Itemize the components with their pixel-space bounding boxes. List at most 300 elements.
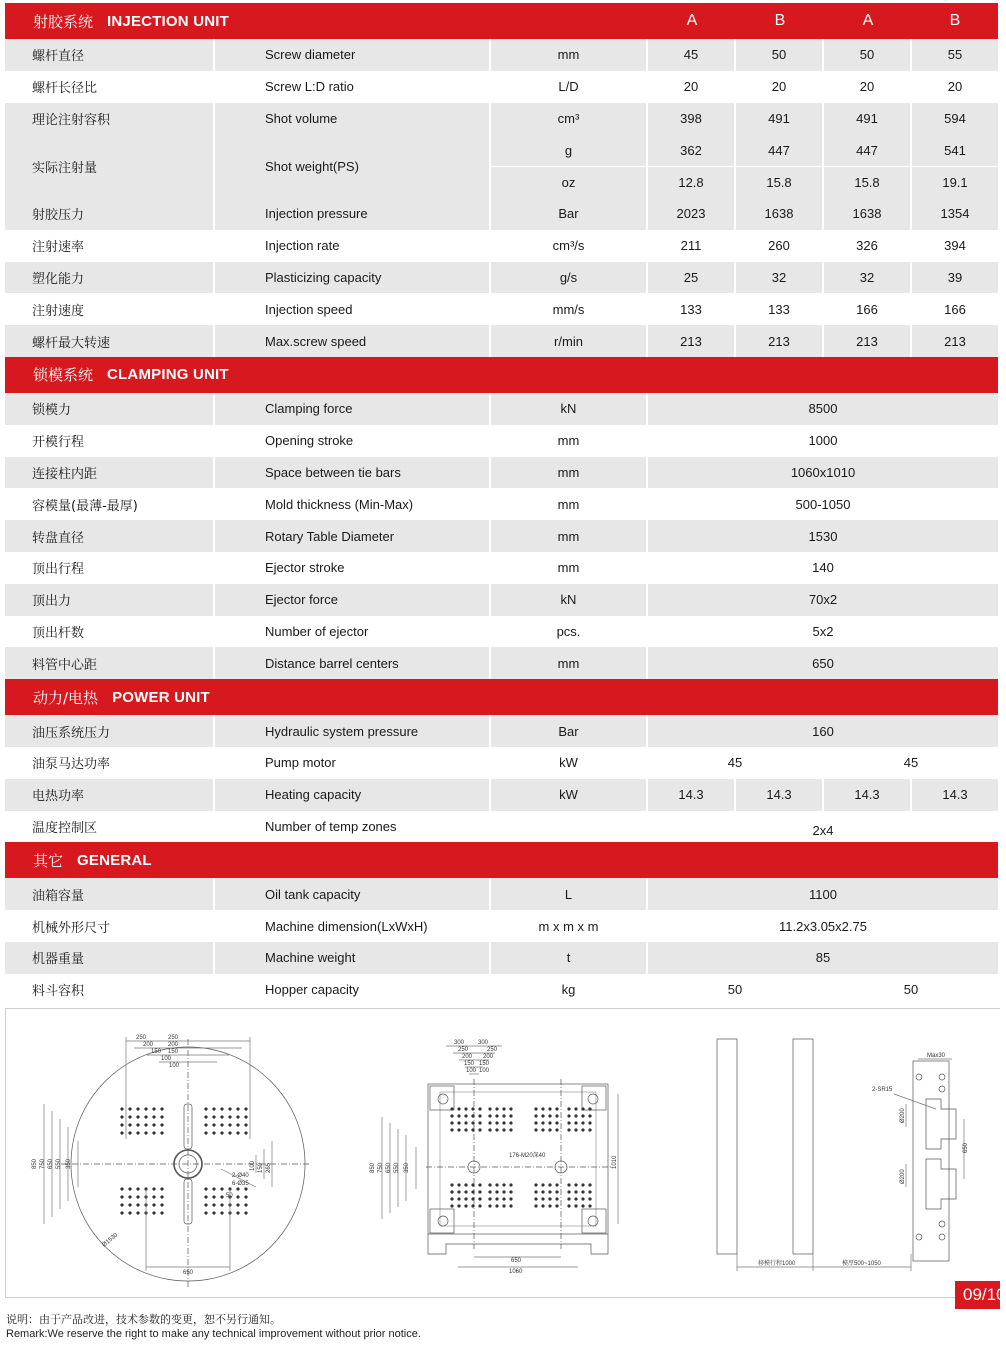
param-unit: g	[491, 134, 648, 166]
mounting-hole	[136, 1131, 139, 1134]
param-cn: 螺杆长径比	[5, 71, 215, 103]
table-row	[5, 488, 998, 520]
mounting-hole	[120, 1107, 123, 1110]
mounting-hole	[228, 1131, 231, 1134]
param-value: 20	[824, 71, 912, 103]
section-header-general	[5, 842, 998, 878]
mounting-hole	[236, 1115, 239, 1118]
param-value: 25	[648, 262, 736, 294]
dim-label: 150	[464, 1061, 475, 1067]
param-value: 19.1	[912, 166, 998, 198]
dim-label: 100	[479, 1068, 490, 1074]
mounting-hole	[464, 1107, 467, 1110]
param-cn: 注射速率	[5, 230, 215, 262]
mounting-hole	[534, 1197, 537, 1200]
mounting-hole	[160, 1211, 163, 1214]
table-subrow	[491, 166, 998, 198]
param-en: Plasticizing capacity	[215, 262, 491, 294]
param-unit: kN	[491, 584, 648, 616]
dim-label: 模厚500~1050	[842, 1261, 881, 1267]
mounting-hole	[541, 1121, 544, 1124]
param-value: 14.3	[648, 779, 736, 811]
dim-label: 1060	[509, 1269, 523, 1275]
dim-label: 150	[168, 1049, 179, 1055]
mounting-hole	[495, 1114, 498, 1117]
column-header: A	[686, 12, 698, 29]
mounting-hole	[204, 1203, 207, 1206]
table-row	[5, 520, 998, 552]
mounting-hole	[204, 1211, 207, 1214]
mounting-hole	[478, 1190, 481, 1193]
param-cn: 理论注射容积	[5, 103, 215, 135]
mounting-hole	[204, 1115, 207, 1118]
mounting-hole	[534, 1204, 537, 1207]
tie-bar-hole	[588, 1216, 598, 1226]
dim-label: 650	[386, 1162, 392, 1173]
mounting-hole	[495, 1204, 498, 1207]
rotary-table-drawing	[32, 1035, 311, 1287]
mounting-hole	[450, 1183, 453, 1186]
param-unit: mm	[491, 39, 648, 71]
mounting-hole	[464, 1128, 467, 1131]
mounting-hole	[541, 1190, 544, 1193]
table-row	[5, 747, 998, 779]
param-value: 1000	[648, 425, 998, 457]
param-en: Screw diameter	[215, 39, 491, 71]
param-value: 500-1050	[648, 488, 998, 520]
dim-label: Ø200	[900, 1169, 906, 1184]
dim-label: 550	[56, 1158, 62, 1169]
param-value: 394	[912, 230, 998, 262]
mounting-hole	[450, 1190, 453, 1193]
mounting-hole	[457, 1107, 460, 1110]
mounting-hole	[457, 1183, 460, 1186]
mounting-hole	[574, 1128, 577, 1131]
page-number-tab: 09/10	[955, 1281, 1000, 1309]
param-value: 1354	[912, 198, 998, 230]
mounting-hole	[204, 1123, 207, 1126]
section-title-cn: 射胶系统	[33, 12, 94, 31]
mounting-hole	[144, 1123, 147, 1126]
dim-label: 100	[250, 1160, 256, 1171]
dim-label: 100	[169, 1063, 180, 1069]
mounting-hole	[548, 1190, 551, 1193]
mounting-hole	[244, 1211, 247, 1214]
mounting-hole	[581, 1128, 584, 1131]
mounting-hole	[502, 1107, 505, 1110]
param-en: Injection pressure	[215, 198, 491, 230]
param-cn: 油箱容量	[5, 878, 215, 910]
mounting-hole	[581, 1107, 584, 1110]
param-unit: pcs.	[491, 616, 648, 648]
dim-label: 150	[151, 1049, 162, 1055]
mounting-hole	[212, 1203, 215, 1206]
mounting-hole	[204, 1107, 207, 1110]
mounting-hole	[128, 1203, 131, 1206]
mounting-hole	[548, 1128, 551, 1131]
param-value: 45	[648, 39, 736, 71]
mounting-hole	[128, 1131, 131, 1134]
dim-label: 300	[478, 1040, 489, 1046]
param-value: 11.2x3.05x2.75	[648, 910, 998, 942]
platen-outline	[428, 1084, 608, 1234]
param-value: 55	[912, 39, 998, 71]
section-header-clamping	[5, 357, 998, 393]
param-unit: cm³	[491, 103, 648, 135]
param-value: 15.8	[824, 166, 912, 198]
table-subrow	[491, 134, 998, 166]
section-title-cn: 其它	[33, 851, 64, 870]
dim-label: 850	[32, 1158, 38, 1169]
table-row	[5, 584, 998, 616]
mounting-hole	[160, 1187, 163, 1190]
dim-label: 250	[487, 1047, 498, 1053]
table-row	[5, 647, 998, 679]
table-row	[5, 103, 998, 135]
dim-label: 100	[161, 1056, 172, 1062]
dim-label: 2-Ø40	[232, 1173, 249, 1179]
mounting-hole	[220, 1195, 223, 1198]
mounting-hole	[495, 1197, 498, 1200]
param-unit: kW	[491, 779, 648, 811]
dim-label: 100	[466, 1068, 477, 1074]
mounting-hole	[534, 1128, 537, 1131]
param-value: 213	[912, 325, 998, 357]
param-value: 85	[648, 942, 998, 974]
fixed-platen-side	[717, 1039, 737, 1254]
mounting-hole	[136, 1115, 139, 1118]
param-value: 491	[824, 103, 912, 135]
dim-label: 250	[136, 1035, 147, 1041]
mounting-hole	[548, 1114, 551, 1117]
mounting-hole	[581, 1197, 584, 1200]
mounting-hole	[534, 1107, 537, 1110]
spec-table	[5, 3, 998, 1006]
mounting-hole	[509, 1183, 512, 1186]
param-unit: kW	[491, 747, 648, 779]
mounting-hole	[244, 1123, 247, 1126]
mounting-hole	[588, 1197, 591, 1200]
mounting-hole	[220, 1123, 223, 1126]
mounting-hole	[220, 1107, 223, 1110]
dim-label: 850	[370, 1162, 376, 1173]
dim-label: Ø1530	[101, 1232, 120, 1249]
mounting-hole	[509, 1107, 512, 1110]
param-value: 20	[912, 71, 998, 103]
param-cn: 油泵马达功率	[5, 747, 215, 779]
mounting-hole	[502, 1114, 505, 1117]
mounting-hole	[464, 1190, 467, 1193]
mounting-hole	[581, 1183, 584, 1186]
mounting-hole	[574, 1183, 577, 1186]
dim-label: 650	[48, 1158, 54, 1169]
param-cn: 螺杆最大转速	[5, 325, 215, 357]
mounting-hole	[574, 1107, 577, 1110]
mounting-hole	[204, 1195, 207, 1198]
param-cn: 顶出力	[5, 584, 215, 616]
mounting-hole	[212, 1107, 215, 1110]
mounting-hole	[588, 1107, 591, 1110]
mounting-hole	[502, 1197, 505, 1200]
mounting-hole	[212, 1211, 215, 1214]
mounting-hole	[555, 1114, 558, 1117]
mounting-hole	[136, 1187, 139, 1190]
mounting-hole	[541, 1128, 544, 1131]
param-en: Hopper capacity	[215, 974, 491, 1006]
param-en: Max.screw speed	[215, 325, 491, 357]
mounting-hole	[160, 1131, 163, 1134]
param-unit: oz	[491, 166, 648, 198]
dim-label: 350	[404, 1162, 410, 1173]
mounting-hole	[464, 1197, 467, 1200]
tie-bar-corner	[430, 1086, 454, 1110]
mounting-hole	[136, 1123, 139, 1126]
param-value: 213	[648, 325, 736, 357]
mounting-hole	[495, 1128, 498, 1131]
mounting-hole	[555, 1197, 558, 1200]
param-value: 211	[648, 230, 736, 262]
param-en: Number of ejector	[215, 616, 491, 648]
mounting-hole	[548, 1183, 551, 1186]
mounting-hole	[220, 1203, 223, 1206]
mounting-hole	[541, 1107, 544, 1110]
mounting-hole	[471, 1128, 474, 1131]
mounting-hole	[574, 1121, 577, 1124]
dim-label: 200	[483, 1054, 494, 1060]
param-cn: 锁模力	[5, 393, 215, 425]
param-en: Injection speed	[215, 293, 491, 325]
tie-bar-corner	[582, 1086, 606, 1110]
mounting-hole	[228, 1115, 231, 1118]
tie-bar-corner	[430, 1209, 454, 1233]
mounting-hole	[120, 1115, 123, 1118]
mounting-hole	[555, 1190, 558, 1193]
param-value: 491	[736, 103, 824, 135]
mounting-hole	[588, 1114, 591, 1117]
param-value: 50	[736, 39, 824, 71]
table-row	[5, 616, 998, 648]
dim-label: 2-SR15	[872, 1087, 893, 1093]
mounting-hole	[548, 1107, 551, 1110]
param-value: 166	[912, 293, 998, 325]
param-unit: Bar	[491, 715, 648, 747]
dim-label: 150	[258, 1162, 264, 1173]
dim-label: 200	[143, 1042, 154, 1048]
mounting-hole	[228, 1107, 231, 1110]
mounting-hole	[128, 1107, 131, 1110]
mounting-hole	[152, 1195, 155, 1198]
mounting-hole	[220, 1211, 223, 1214]
table-row	[5, 715, 998, 747]
mounting-hole	[457, 1190, 460, 1193]
mounting-hole	[236, 1195, 239, 1198]
mounting-hole	[478, 1107, 481, 1110]
mounting-hole	[509, 1190, 512, 1193]
table-row	[5, 393, 998, 425]
mounting-hole	[509, 1128, 512, 1131]
param-en: Machine weight	[215, 942, 491, 974]
param-cn: 温度控制区	[5, 811, 215, 843]
mounting-hole	[478, 1114, 481, 1117]
mounting-hole	[236, 1211, 239, 1214]
mounting-hole	[488, 1107, 491, 1110]
dim-label: 250	[168, 1035, 179, 1041]
param-value: 14.3	[824, 779, 912, 811]
mounting-hole	[212, 1187, 215, 1190]
param-value: 594	[912, 103, 998, 135]
dim-label: 650	[183, 1270, 194, 1276]
mounting-hole	[495, 1190, 498, 1193]
table-row	[5, 974, 998, 1006]
mounting-hole	[555, 1128, 558, 1131]
param-unit: mm	[491, 647, 648, 679]
mounting-hole	[120, 1203, 123, 1206]
param-en: Machine dimension(LxWxH)	[215, 910, 491, 942]
mounting-hole	[160, 1203, 163, 1206]
mounting-hole	[160, 1123, 163, 1126]
mounting-hole	[464, 1204, 467, 1207]
mounting-hole	[478, 1197, 481, 1200]
drawings-svg	[6, 1009, 1001, 1299]
param-value: 133	[648, 293, 736, 325]
param-unit: g/s	[491, 262, 648, 294]
param-en: Ejector stroke	[215, 552, 491, 584]
dim-label: 移模行程1000	[758, 1261, 796, 1267]
mounting-hole	[574, 1197, 577, 1200]
mounting-hole	[244, 1203, 247, 1206]
mounting-hole	[236, 1187, 239, 1190]
mounting-hole	[450, 1121, 453, 1124]
param-value: 650	[648, 647, 998, 679]
mounting-hole	[236, 1123, 239, 1126]
technical-drawings	[5, 1008, 1000, 1298]
mounting-hole	[471, 1204, 474, 1207]
dim-label: 1010	[612, 1155, 618, 1169]
mounting-hole	[236, 1107, 239, 1110]
param-cn: 塑化能力	[5, 262, 215, 294]
param-value: 5x2	[648, 616, 998, 648]
mounting-hole	[144, 1115, 147, 1118]
param-value: 8500	[648, 393, 998, 425]
mounting-hole	[509, 1204, 512, 1207]
param-unit: mm	[491, 552, 648, 584]
param-cn: 顶出杆数	[5, 616, 215, 648]
param-value: 398	[648, 103, 736, 135]
mounting-hole	[471, 1114, 474, 1117]
column-header: B	[949, 12, 961, 29]
param-value: 1530	[648, 520, 998, 552]
mounting-hole	[567, 1197, 570, 1200]
table-row	[5, 425, 998, 457]
mounting-hole	[236, 1203, 239, 1206]
mounting-hole	[136, 1107, 139, 1110]
mounting-hole	[488, 1197, 491, 1200]
mounting-hole	[555, 1121, 558, 1124]
mounting-hole	[457, 1128, 460, 1131]
ejector-plate	[913, 1061, 949, 1261]
mounting-hole	[471, 1107, 474, 1110]
param-value: 1638	[824, 198, 912, 230]
mounting-hole	[204, 1131, 207, 1134]
param-unit: cm³/s	[491, 230, 648, 262]
mounting-hole	[588, 1204, 591, 1207]
param-cn: 转盘直径	[5, 520, 215, 552]
mounting-hole	[488, 1204, 491, 1207]
mounting-hole	[488, 1121, 491, 1124]
mounting-hole	[136, 1195, 139, 1198]
mounting-hole	[450, 1204, 453, 1207]
mounting-hole	[450, 1114, 453, 1117]
param-unit	[491, 811, 648, 843]
mounting-hole	[144, 1107, 147, 1110]
mounting-hole	[488, 1183, 491, 1186]
param-unit: mm/s	[491, 293, 648, 325]
param-value: 45	[648, 747, 824, 779]
table-row	[5, 198, 998, 230]
mounting-hole	[567, 1121, 570, 1124]
mounting-hole	[144, 1131, 147, 1134]
dim-label: Max30	[927, 1053, 946, 1059]
param-value: 140	[648, 552, 998, 584]
param-en: Rotary Table Diameter	[215, 520, 491, 552]
mounting-hole	[244, 1115, 247, 1118]
mounting-hole	[450, 1197, 453, 1200]
param-cn: 油压系统压力	[5, 715, 215, 747]
param-value: 70x2	[648, 584, 998, 616]
param-value: 326	[824, 230, 912, 262]
platen-inner	[440, 1092, 596, 1226]
param-en: Ejector force	[215, 584, 491, 616]
dim-label: 550	[394, 1162, 400, 1173]
mounting-hole	[567, 1128, 570, 1131]
mounting-hole	[502, 1190, 505, 1193]
ejector-cavity-upper	[926, 1099, 956, 1149]
param-en: Number of temp zones	[215, 811, 491, 843]
mounting-hole	[152, 1123, 155, 1126]
table-row	[5, 878, 998, 910]
table-row	[5, 230, 998, 262]
mounting-hole	[244, 1131, 247, 1134]
mounting-hole	[471, 1190, 474, 1193]
mounting-hole	[152, 1107, 155, 1110]
param-value: 2023	[648, 198, 736, 230]
param-unit: r/min	[491, 325, 648, 357]
param-unit: mm	[491, 457, 648, 489]
param-unit: mm	[491, 520, 648, 552]
dim-label: 200	[168, 1042, 179, 1048]
mounting-hole	[471, 1197, 474, 1200]
mounting-hole	[574, 1204, 577, 1207]
mounting-hole	[464, 1114, 467, 1117]
param-en: Clamping force	[215, 393, 491, 425]
mounting-hole	[581, 1114, 584, 1117]
param-value: 213	[736, 325, 824, 357]
mounting-hole	[567, 1204, 570, 1207]
mounting-hole	[478, 1204, 481, 1207]
mounting-hole	[120, 1123, 123, 1126]
mounting-hole	[128, 1211, 131, 1214]
stroke-side-view	[717, 1039, 911, 1271]
mounting-hole	[450, 1128, 453, 1131]
dim-label: 50	[226, 1193, 233, 1199]
mounting-hole	[128, 1187, 131, 1190]
param-value: 14.3	[912, 779, 998, 811]
mounting-hole	[136, 1211, 139, 1214]
dim-label: 350	[66, 1158, 72, 1169]
mounting-hole	[120, 1211, 123, 1214]
mounting-hole	[548, 1121, 551, 1124]
mounting-hole	[502, 1128, 505, 1131]
